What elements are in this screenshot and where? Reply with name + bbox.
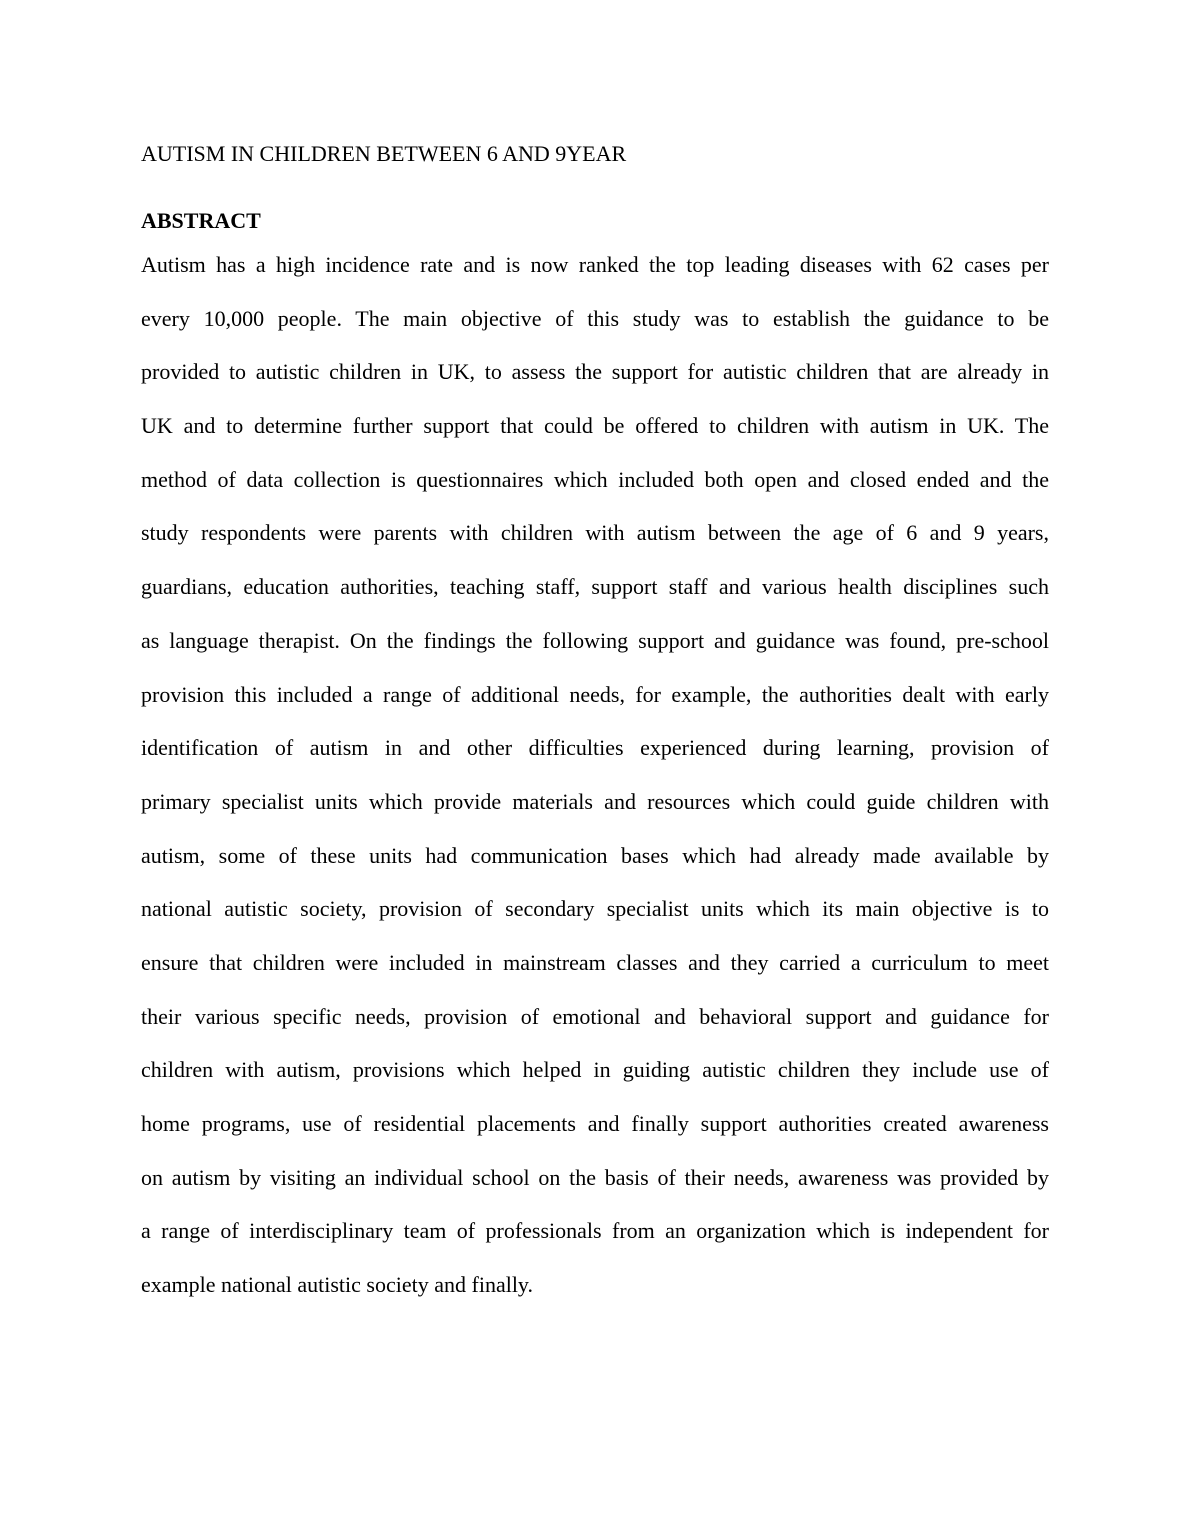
- abstract-line: autism, some of these units had communication bases which had already made available by: [141, 842, 1049, 868]
- abstract-line: their various specific needs, provision of emotional and behavioral support and guidance for: [141, 1003, 1049, 1029]
- abstract-line: every 10,000 people. The main objective of this study was to establish the guidance to be: [141, 305, 1049, 331]
- abstract-body: [141, 251, 1049, 1325]
- abstract-line: national autistic society, provision of secondary specialist units which its main objective is to: [141, 896, 1049, 922]
- abstract-heading: ABSTRACT: [141, 208, 261, 233]
- abstract-line: primary specialist units which provide materials and resources which could guide children with: [141, 788, 1049, 814]
- abstract-line: on autism by visiting an individual school on the basis of their needs, awareness was provided by: [141, 1164, 1049, 1190]
- abstract-line: ensure that children were included in mainstream classes and they carried a curriculum to meet: [141, 949, 1049, 975]
- abstract-line: home programs, use of residential placements and finally support authorities created awareness: [141, 1111, 1049, 1136]
- abstract-line: method of data collection is questionnaires which included both open and closed ended and the: [141, 466, 1049, 492]
- abstract-line: as language therapist. On the findings the following support and guidance was found, pre-school: [141, 627, 1049, 653]
- abstract-line: study respondents were parents with children with autism between the age of 6 and 9 years,: [141, 520, 1049, 546]
- abstract-line: provided to autistic children in UK, to assess the support for autistic children that are already in: [141, 359, 1049, 385]
- abstract-line: identification of autism in and other difficulties experienced during learning, provision of: [141, 735, 1049, 761]
- abstract-line: UK and to determine further support that could be offered to children with autism in UK. The: [141, 413, 1049, 439]
- abstract-line: provision this included a range of additional needs, for example, the authorities dealt with early: [141, 681, 1049, 707]
- abstract-line: example national autistic society and finally.: [141, 1272, 534, 1298]
- abstract-line: guardians, education authorities, teaching staff, support staff and various health disciplines such: [141, 574, 1049, 600]
- abstract-line: Autism has a high incidence rate and is now ranked the top leading diseases with 62 cases per: [141, 252, 1049, 277]
- abstract-line: children with autism, provisions which helped in guiding autistic children they include use of: [141, 1057, 1049, 1083]
- abstract-line: a range of interdisciplinary team of professionals from an organization which is independent for: [141, 1218, 1049, 1244]
- document-title: AUTISM IN CHILDREN BETWEEN 6 AND 9YEAR: [141, 141, 627, 166]
